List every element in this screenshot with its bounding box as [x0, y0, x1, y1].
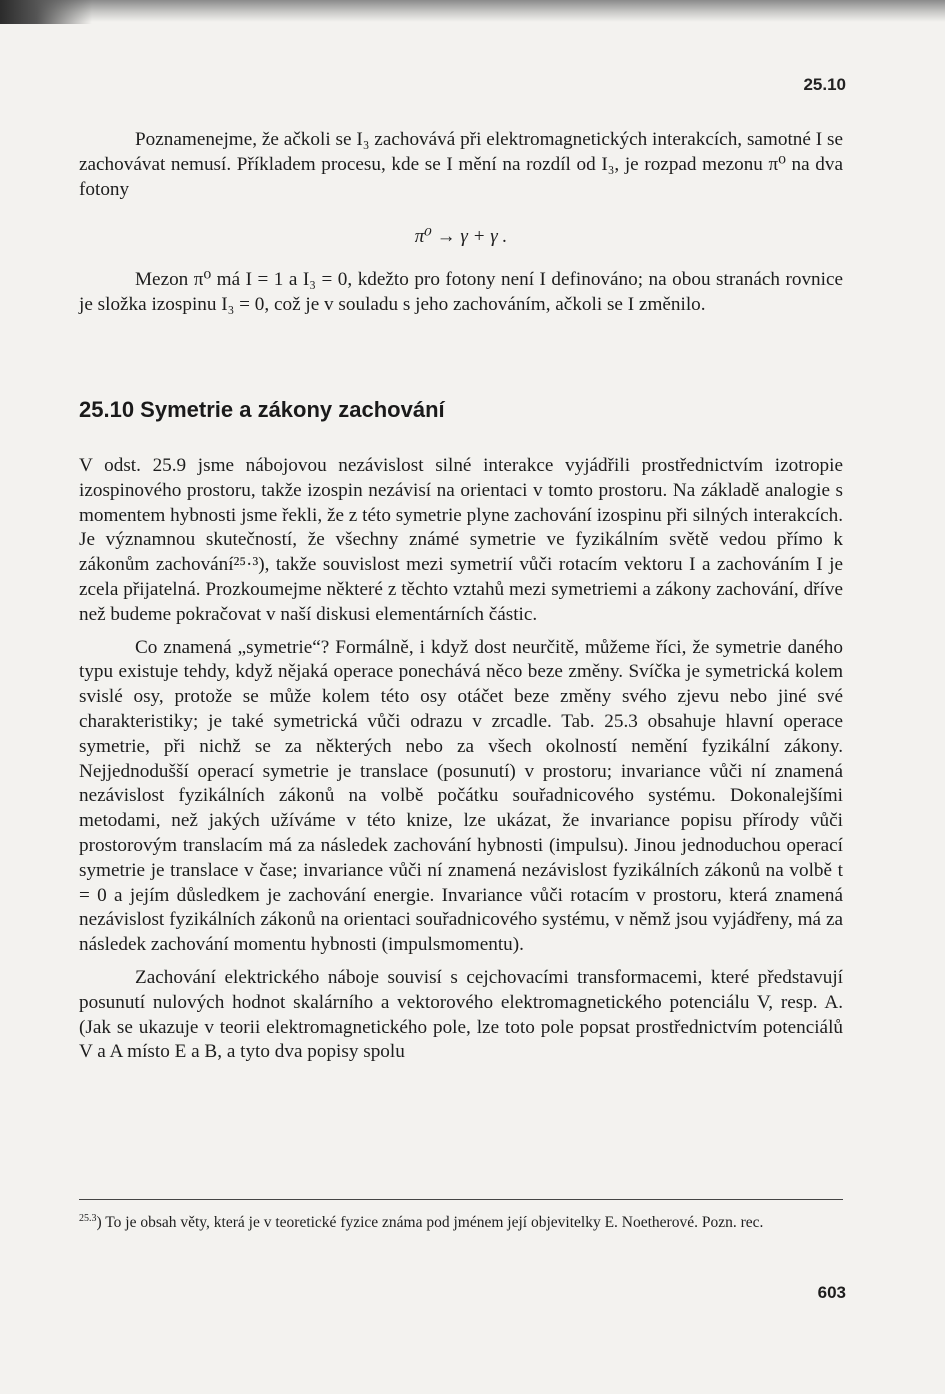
- section-paragraph-3: Zachování elektrického náboje souvisí s cejchovacími transformacemi, které představují posunutí nulových hodnot skalárního a vektorového elektromagnetického potenciálu V, resp. A. (Jak se ukazuje v teorii elektromagnetického pole, lze toto pole popsat prostřednictvím potenciálů V a A místo E a B, a tyto dva popisy spolu: [79, 966, 843, 1063]
- footnote-text: To je obsah věty, která je v teoretické fyzice známa pod jménem její objevitelky E. Noetherové. Pozn. rec.: [105, 1214, 764, 1232]
- scan-shadow: [0, 0, 945, 22]
- footnote-divider: [79, 1199, 843, 1200]
- section-paragraph-2: Co znamená „symetrie“? Formálně, i když dost neurčitě, můžeme říci, že symetrie daného typu existuje tehdy, když nějaká operace ponechává něco beze změny. Svíčka je symetrická kolem svislé osy, protože se může kolem této osy otáčet beze změny svého zjevu nebo jiné své charakteristiky; je také symetrická vůči odrazu v zrcadle. Tab. 25.3 obsahuje hlavní operace symetrie, při nichž se za některých nebo za všech okolností nemění fyzikální zákony. Nejjednodušší operací symetrie je translace (posunutí) v prostoru; invariance vůči ní znamená nezávislost fyzikálních zákonů na volbě počátku souřadnicového systému. Dokonalejšími metodami, než jakých užíváme v této knize, lze ukázat, že invariance popisu přírody vůči prostorovým translacím má za následek zachování hybnosti (impulsu). Jinou jednoduchou operací symetrie je translace v čase; invariance vůči ní znamená nezávislost fyzikálních zákonů na volbě t = 0 a jejím důsledkem je zachování energie. Invariance vůči rotacím v prostoru, která znamená nezávislost fyzikálních zákonů na orientaci souřadnicového systému, v němž jsou vyjádřeny, má za následek zachování momentu hybnosti (impulsmomentu).: [79, 636, 843, 956]
- footnote: $^{25.3}$) To je obsah věty, která je v teoretické fyzice známa pod jménem její objevitelky E. Noetherové. Pozn. rec.: [79, 1213, 764, 1232]
- section-body: [79, 454, 843, 1065]
- footnote-marker: 25.3: [79, 1213, 97, 1224]
- scan-corner-mark: [0, 0, 92, 24]
- section-paragraph-1: V odst. 25.9 jsme nábojovou nezávislost silné interakce vyjádřili prostřednictvím izotropie izospinového prostoru, takže izospin nezávisí na orientaci v tomto prostoru. Na základě analogie s momentem hybnosti jsme řekli, že z této symetrie plyne zachování izospinu při silných interakcích. Je významnou skutečností, že všechny známé symetrie ve fyzikálním světě vedou přímo k zákonům zachování²⁵·³), takže souvislost mezi symetrií vůči rotacím vektoru I a zachováním I je zcela přijatelná. Prozkoumejme některé z těchto vztahů mezi symetriemi a zákony zachování, dříve než budeme pokračovat v naší diskusi elementárních částic.: [79, 455, 843, 625]
- running-head: 25.10: [803, 75, 846, 94]
- section-title: 25.10 Symetrie a zákony zachování: [79, 397, 445, 422]
- intro-paragraph-2: Mezon π⁰ má I = 1 a I₃ = 0, kdežto pro fotony není I definováno; na obou stranách rovnice je složka izospinu I₃ = 0, což je v souladu s jeho zachováním, ačkoli se I změnilo.: [79, 269, 843, 315]
- intro-paragraph-1: Poznamenejme, že ačkoli se I₃ zachovává při elektromagnetických interakcích, samotné I se zachovávat nemusí. Příkladem procesu, kde se I mění na rozdíl od I₃, je rozpad mezonu π⁰ na dva fotony: [79, 129, 843, 200]
- equation: π⁰ → γ + γ .: [414, 226, 508, 247]
- page-number: 603: [817, 1283, 846, 1302]
